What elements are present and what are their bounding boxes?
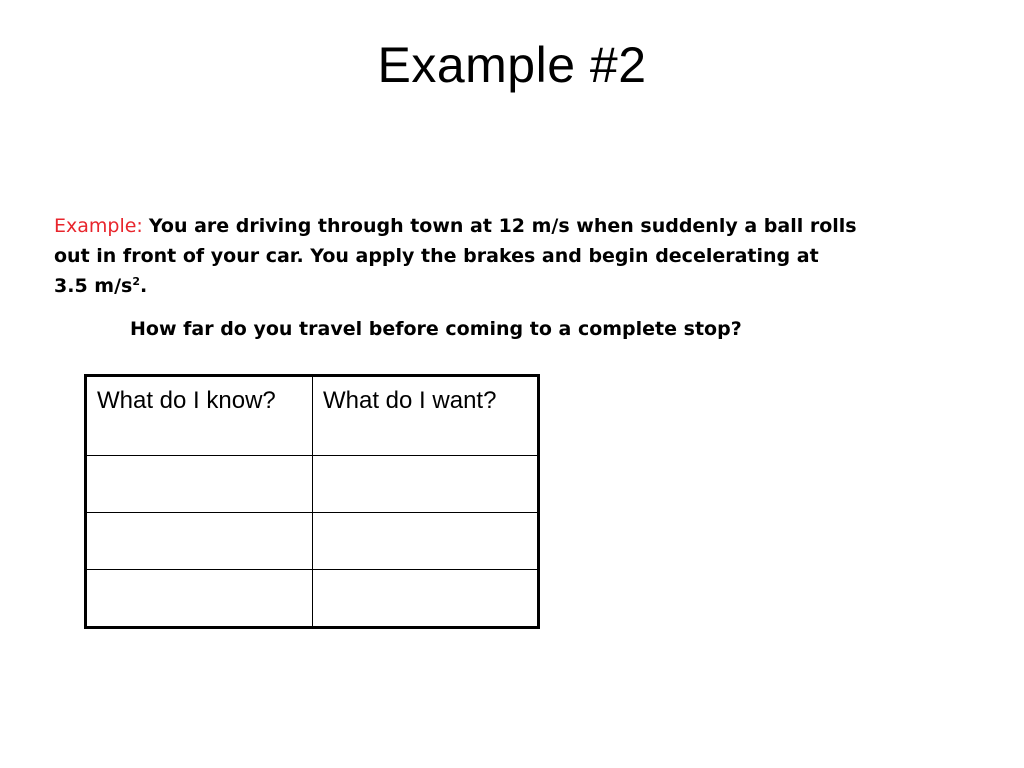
acceleration-exponent: 2 [132,275,140,288]
table-cell-want [313,570,539,628]
table-cell-know [86,513,313,570]
header-what-do-i-know: What do I know? [86,376,313,456]
table-row [86,513,539,570]
table-row [86,456,539,513]
slide-title: Example #2 [377,37,647,93]
table-header-row [86,376,539,456]
know-want-table [84,374,540,629]
header-what-do-i-want: What do I want? [313,376,539,456]
problem-text-line2: out in front of your car. You apply the brakes and begin decelerating at [54,245,819,267]
table-cell-know [86,456,313,513]
example-label: Example: [54,215,143,237]
table-cell-know [86,570,313,628]
table-cell-want [313,456,539,513]
problem-statement [54,211,864,301]
sentence-end: . [139,275,148,297]
problem-question: How far do you travel before coming to a complete stop? [130,318,742,340]
problem-text-line1: You are driving through town at 12 m/s when suddenly a ball rolls [148,215,857,237]
problem-text-line3 [54,275,147,297]
table-row [86,570,539,628]
table-cell-want [313,513,539,570]
acceleration-value: 3.5 m/s [54,275,133,297]
